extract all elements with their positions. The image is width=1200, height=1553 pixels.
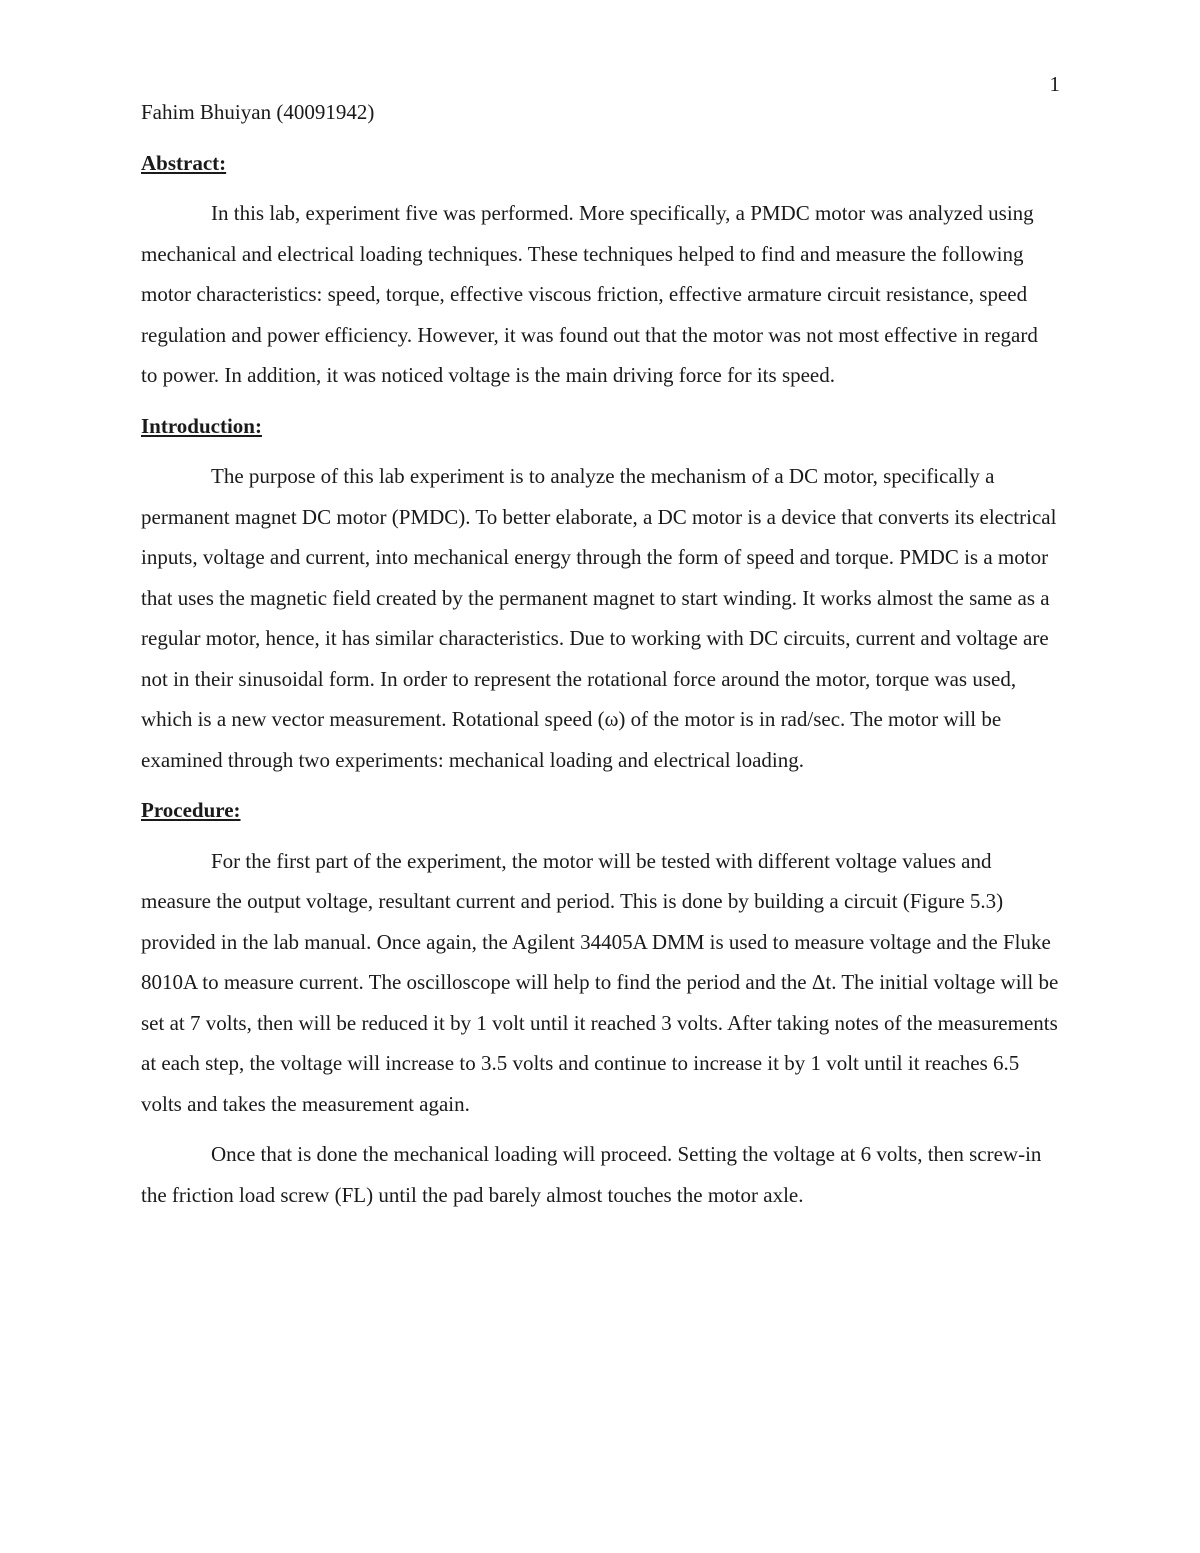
procedure-paragraph: Once that is done the mechanical loading will proceed. Setting the voltage at 6 volts, then screw-in the friction load screw (FL) until the pad barely almost touches the motor axle. [141,1142,1042,1207]
introduction-heading: Introduction: [141,413,262,438]
document-body [141,92,1059,1225]
procedure-heading: Procedure: [141,798,241,822]
procedure-paragraph: For the first part of the experiment, the motor will be tested with different voltage values and measure the output voltage, resultant current and period. This is done by building a circuit (Figure 5.3) provided in the lab manual. Once again, the Agilent 34405A DMM is used to measure voltage and the Fluke 8010A to measure current. The oscilloscope will help to find the period and the Δt. The initial voltage will be set at 7 volts, then will be reduced it by 1 volt until it reached 3 volts. After taking notes of the measurements at each step, the voltage will increase to 3.5 volts and continue to increase it by 1 volt until it reaches 6.5 volts and takes the measurement again. [141,848,1059,1116]
abstract-paragraph: In this lab, experiment five was performed. More specifically, a PMDC motor was analyzed using mechanical and electrical loading techniques. These techniques helped to find and measure the following motor characteristics: speed, torque, effective viscous friction, effective armature circuit resistance, speed regulation and power efficiency. However, it was found out that the motor was not most effective in regard to power. In addition, it was noticed voltage is the main driving force for its speed. [141,201,1038,387]
introduction-paragraph: The purpose of this lab experiment is to analyze the mechanism of a DC motor, specifically a permanent magnet DC motor (PMDC). To better elaborate, a DC motor is a device that converts its electrical inputs, voltage and current, into mechanical energy through the form of speed and torque. PMDC is a motor that uses the magnetic field created by the permanent magnet to start winding. It works almost the same as a regular motor, hence, it has similar characteristics. Due to working with DC circuits, current and voltage are not in their sinusoidal form. In order to represent the rotational force around the motor, torque was used, which is a new vector measurement. Rotational speed (ω) of the motor is in rad/sec. The motor will be examined through two experiments: mechanical loading and electrical loading. [141,464,1057,772]
abstract-heading: Abstract: [141,150,227,175]
page-number: 1 [1049,72,1060,96]
author-line: Fahim Bhuiyan (40091942) [141,100,375,124]
